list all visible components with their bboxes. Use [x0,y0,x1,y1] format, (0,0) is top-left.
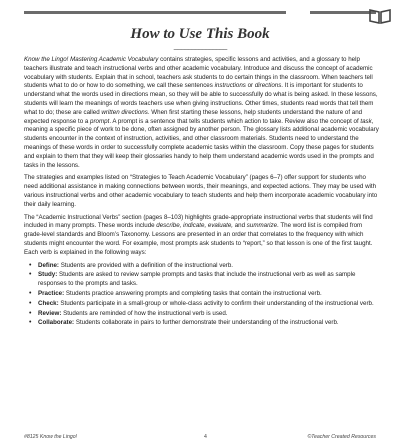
page-header [0,0,400,22]
list-item-review: • Review: Students are reminded of how the instructional verb is used. [38,310,379,319]
list-item-practice: • Practice: Students practice answering prompts and completing tasks that contain the instructional verb. [38,290,379,299]
paragraph-intro: Know the Lingo! Mastering Academic Vocabulary contains strategies, specific lessons and activities, and a glossary to help teachers illustrate and teach instructional verbs and other academic vocabulary. Introduce and discuss the concept of academic vocabulary with students. Explain that in school, teachers ask students to do certain things in the classroom. When teachers tell students what to do or how to do something, we call these sentences instructions or directions. It is important for students to understand what the words used in directions mean, so they will be able to successfully do what is being asked. In these lessons, students will learn the meanings of words teachers use when giving instructions. Other times, students read words that tell them what to do; these are called written directions. When first starting these lessons, help students understand the nature of and expected response to a prompt. A prompt is a sentence that tells students which action to take. Review also the concept of task, meaning a specific piece of work to be done, often assigned by another person. The glossary lists additional academic vocabulary students encounter in the context of instruction, activities, and other classroom materials. Students need to understand the meanings of these words in order to successfully complete academic tasks within the classroom. Copy these pages for students and explain to them that they will keep their glossaries handy to help them understand academic words used in the prompts and tasks in the lessons. [24,56,379,169]
paragraph-verbs: The “Academic Instructional Verbs” section (pages 8–103) highlights grade-appropriate instructional verbs that students will find included in many prompts. These words include describe, indicate, evaluate, and summarize. The word list is compiled from grade-level standards and Bloom’s Taxonomy. Lessons are presented in an order that correlates to the frequency with which students might encounter the word. For example, most prompts ask students to “report,” so that lesson is one of the first taught. Each verb is explained in the following ways: [24,213,373,256]
open-book-icon [368,7,392,25]
list-item-define: • Define: Students are provided with a definition of the instructional verb. [38,262,379,271]
list-item-study: • Study: Students are asked to review sample prompts and tasks that include the instructional verb as well as sample responses to the prompts and tasks. [38,271,379,289]
page-title: How to Use This Book [130,26,270,42]
header-rule-right [310,11,376,14]
page-number: 4 [204,434,207,440]
body-text [24,56,379,329]
footer-product-code: #8125 Know the Lingo! [24,434,78,440]
list-item-collaborate: • Collaborate: Students collaborate in pairs to further demonstrate their understanding of the instructional verb. [38,319,379,328]
steps-list [24,262,379,329]
list-item-check: • Check: Students participate in a small-group or whole-class activity to confirm their understanding of the instructional verb. [38,300,379,309]
header-rule-left [24,11,286,14]
footer-publisher: ©Teacher Created Resources [307,434,376,440]
paragraph-strategies: The strategies and examples listed on “Strategies to Teach Academic Vocabulary” (pages 6–7) offer support for students who need additional assistance in making connections between words, their meanings, and expected actions. They may be used with various instructional verbs and other academic vocabulary to teach students and help them incorporate academic vocabulary into their daily learning. [24,174,378,208]
title-underline: _______________ [173,41,227,51]
book-title: Know the Lingo! Mastering Academic Vocabulary [24,56,159,63]
